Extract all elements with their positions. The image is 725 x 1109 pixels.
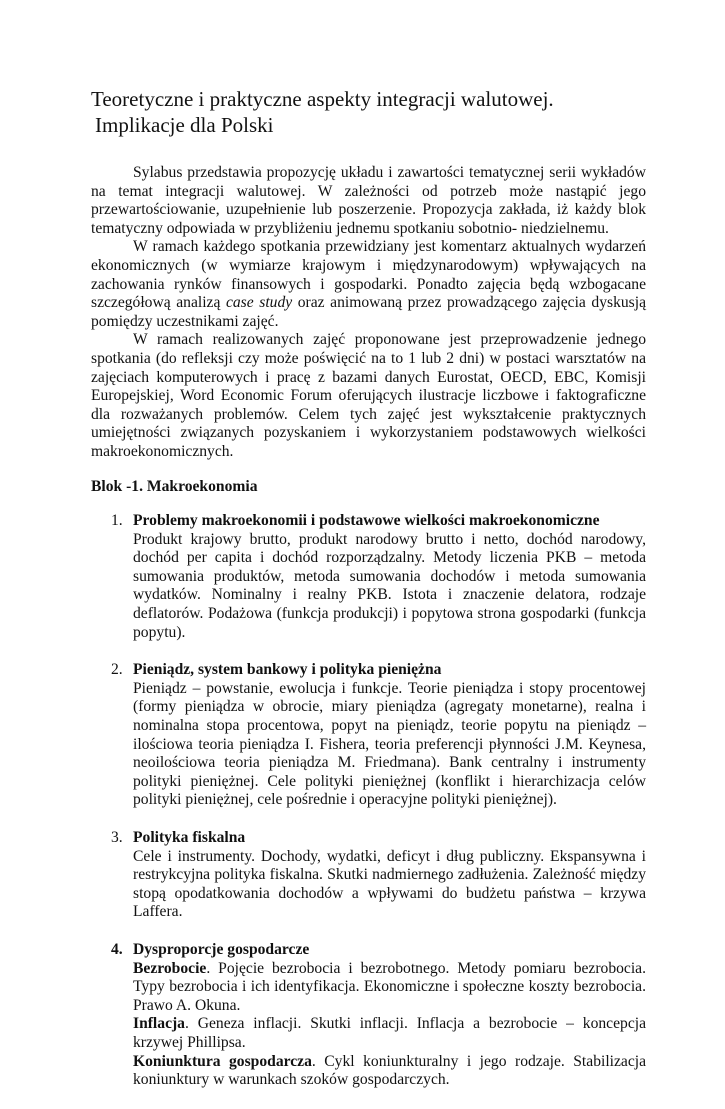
intro-paragraph-3: W ramach realizowanych zajęć proponowane jest przeprowadzenie jednego spotkania (do refleksji czy może poświęcić na to 1 lub 2 dni) w postaci warsztatów na zajęciach komputerowych i pracę z bazami danych Eurostat, OECD, EBC, Komisji Europejskiej, Word Economic Forum oferujących ilustracje liczbowe i faktograficzne dla rozważanych problemów. Celem tych zajęć jest wykształcenie praktycznych umiejętności związanych pozyskaniem i wykorzystaniem podstawowych wielkości makroekonomicznych. bbox=[91, 331, 646, 460]
topic-number: 4. bbox=[111, 940, 123, 958]
topic-title: Dysproporcje gospodarcze bbox=[133, 940, 310, 958]
title-line-2: Implikacje dla Polski bbox=[95, 113, 274, 137]
topic-number: 3. bbox=[111, 829, 123, 846]
subtopic-text: . Geneza inflacji. Skutki inflacji. Inflacja a bezrobocie – koncepcja krzywej Phillipsa. bbox=[133, 1015, 646, 1051]
topic-text: Produkt krajowy brutto, produkt narodowy brutto i netto, dochód narodowy, dochód per capita i dochód rozporządzalny. Metody liczenia PKB – metoda sumowania produktów, metoda sumowania dochodów i metoda sumowania wydatków. Nominalny i realny PKB. Istota i znaczenie delatora, rodzaje deflatorów. Podażowa (funkcja produkcji) i popytowa strona gospodarki (funkcja popytu). bbox=[133, 530, 646, 641]
intro-p2-text-b: oraz animowaną przez prowadzącego zajęcia dyskusją pomiędzy uczestnikami zajęć. bbox=[91, 294, 646, 330]
topic-item-1 bbox=[91, 512, 646, 642]
topic-number: 2. bbox=[111, 661, 123, 679]
subtopic-text: . Pojęcie bezrobocia i bezrobotnego. Metody pomiaru bezrobocia. Typy bezrobocia i ich identyfikacja. Ekonomiczne i społeczne koszty bezrobocia. Prawo A. Okuna. bbox=[133, 959, 646, 1014]
intro-p2-italic: case study bbox=[225, 294, 293, 312]
title-line-1: Teoretyczne i praktyczne aspekty integracji walutowej. bbox=[91, 87, 554, 111]
topic-list bbox=[91, 512, 646, 1090]
block-heading: Blok -1. Makroekonomia bbox=[91, 477, 258, 495]
topic-title: Pieniądz, system bankowy i polityka pieniężna bbox=[133, 661, 442, 679]
subtopic-unemployment bbox=[133, 960, 646, 1016]
intro-paragraph-2 bbox=[91, 238, 646, 331]
topic-item-2 bbox=[91, 661, 646, 810]
subtopic-business-cycle bbox=[133, 1053, 646, 1090]
subtopic-term: Inflacja bbox=[133, 1015, 185, 1033]
subtopic-term: Bezrobocie bbox=[133, 959, 207, 977]
topic-title: Problemy makroekonomii i podstawowe wielkości makroekonomiczne bbox=[133, 512, 600, 530]
topic-item-3 bbox=[91, 829, 646, 922]
topic-text: Cele i instrumenty. Dochody, wydatki, deficyt i dług publiczny. Ekspansywna i restrykcyjna polityka fiskalna. Skutki nadmiernego zadłużenia. Zależność między stopą opodatkowania dochodów a wpływami do budżetu państwa – krzywa Laffera. bbox=[133, 847, 646, 921]
document-title bbox=[91, 86, 646, 138]
intro-paragraph-1: Sylabus przedstawia propozycję układu i zawartości tematycznej serii wykładów na temat integracji walutowej. W zależności od potrzeb może nastąpić jego przewartościowanie, uzupełnienie lub poszerzenie. Propozycja zakłada, iż każdy blok tematyczny odpowiada w przybliżeniu jednemu spotkaniu sobotnio- niedzielnemu. bbox=[91, 164, 646, 237]
subtopic-inflation bbox=[133, 1015, 646, 1052]
topic-item-4 bbox=[91, 941, 646, 1090]
subtopic-text: . Cykl koniunkturalny i jego rodzaje. Stabilizacja koniunktury w warunkach szoków gospodarczych. bbox=[133, 1052, 647, 1089]
topic-number: 1. bbox=[111, 512, 123, 530]
intro-p2-text-a: W ramach każdego spotkania przewidziany jest komentarz aktualnych wydarzeń ekonomicznych (w wymiarze krajowym i międzynarodowym) wpływających na zachowania rynków finansowych i gospodarki. Ponadto zajęcia będą wzbogacane szczegółową analizą bbox=[91, 238, 646, 312]
subtopic-term: Koniunktura gospodarcza bbox=[133, 1052, 312, 1070]
topic-text: Pieniądz – powstanie, ewolucja i funkcje. Teorie pieniądza i stopy procentowej (formy pieniądza w obrocie, miary pieniądza (agregaty monetarne), realna i nominalna stopa procentowa, popyt na pieniądz, teorie popytu na pieniądz – ilościowa teoria pieniądza I. Fishera, teoria preferencji płynności J.M. Keynesa, neoilościowa teoria pieniądza M. Friedmana). Bank centralny i instrumenty polityki pieniężnej. Cele polityki pieniężnej (konflikt i hierarchizacja celów polityki pieniężnej, cele pośrednie i operacyjne polityki pieniężnej). bbox=[133, 679, 646, 809]
topic-title: Polityka fiskalna bbox=[133, 829, 246, 846]
document-page bbox=[91, 86, 646, 1109]
